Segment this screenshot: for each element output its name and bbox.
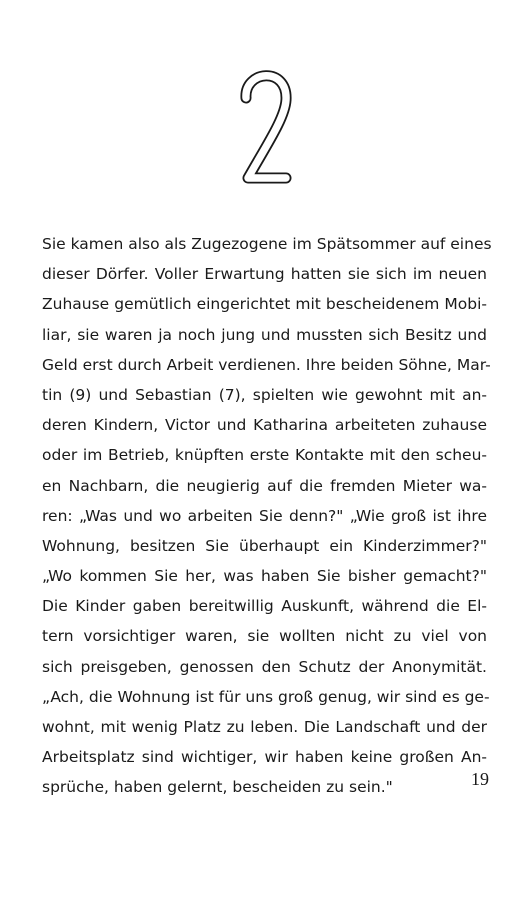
text-line: ren: „Was und wo arbeiten Sie denn?" „Wie groß ist ihre — [42, 506, 487, 525]
text-line: liar, sie waren ja noch jung und mussten sich Besitz und — [42, 325, 487, 344]
text-line: Die Kinder gaben bereitwillig Auskunft, während die El- — [42, 597, 487, 616]
page-number: 19 — [471, 769, 489, 789]
text-line: sich preisgeben, genossen den Schutz der Anonymität. — [42, 657, 487, 676]
text-line: „Wo kommen Sie her, was haben Sie bisher gemacht?" — [42, 567, 487, 586]
text-line: Geld erst durch Arbeit verdienen. Ihre beiden Söhne, Mar- — [42, 355, 491, 374]
body-paragraph — [42, 229, 492, 803]
text-line: Arbeitsplatz sind wichtiger, wir haben keine großen An- — [42, 748, 487, 767]
text-line: wohnt, mit wenig Platz zu leben. Die Landschaft und der — [42, 718, 487, 736]
text-line: „Ach, die Wohnung ist für uns groß genug, wir sind es ge- — [42, 687, 490, 706]
text-line: Sie kamen also als Zugezogene im Spätsommer auf eines — [42, 235, 492, 253]
chapter-number — [0, 56, 531, 196]
text-line: Zuhause gemütlich eingerichtet mit bescheidenem Mobi- — [42, 295, 487, 314]
chapter-number-glyph — [236, 56, 296, 196]
text-line: Wohnung, besitzen Sie überhaupt ein Kinderzimmer?" — [42, 536, 487, 555]
text-line: oder im Betrieb, knüpften erste Kontakte mit den scheu- — [42, 446, 487, 465]
text-line: dieser Dörfer. Voller Erwartung hatten sie sich im neuen — [42, 265, 487, 284]
text-line: tin (9) und Sebastian (7), spielten wie gewohnt mit an- — [42, 385, 487, 404]
text-line: deren Kindern, Victor und Katharina arbeiteten zuhause — [42, 416, 487, 435]
text-line: tern vorsichtiger waren, sie wollten nicht zu viel von — [42, 627, 487, 646]
text-line: sprüche, haben gelernt, bescheiden zu sein." — [42, 778, 393, 797]
text-line: en Nachbarn, die neugierig auf die fremden Mieter wa- — [42, 476, 487, 495]
